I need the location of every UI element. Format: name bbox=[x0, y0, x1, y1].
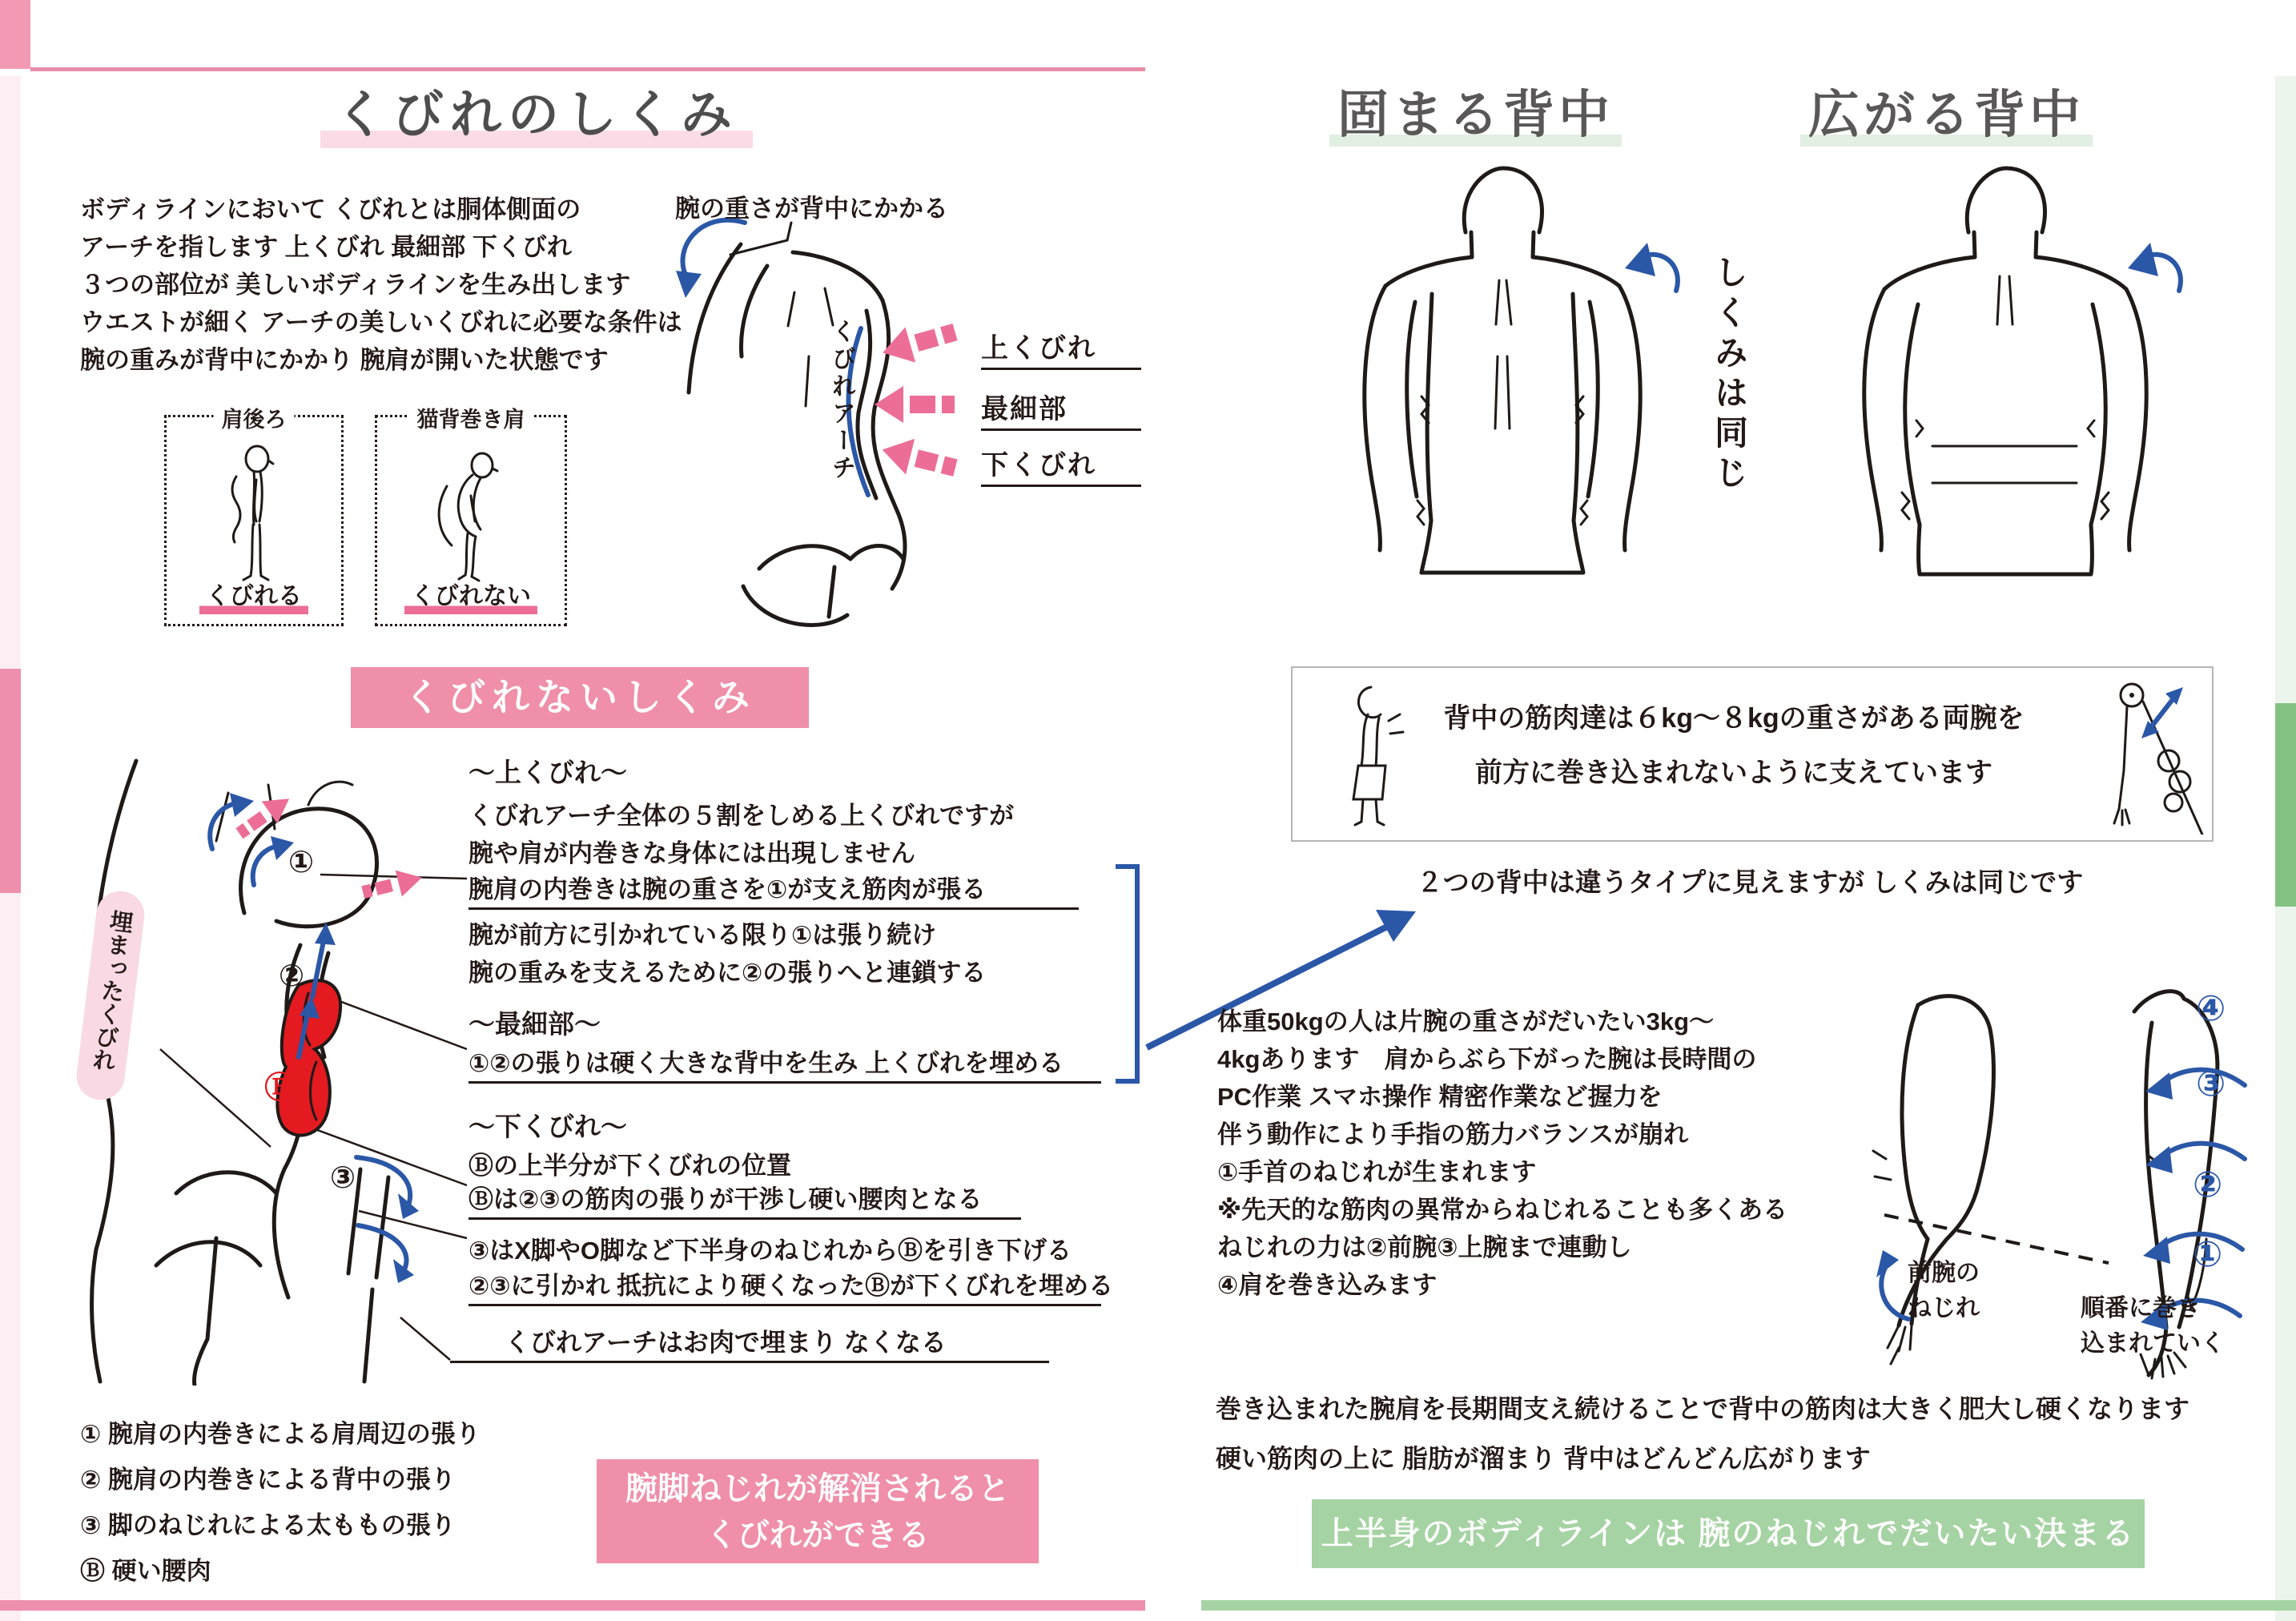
legend-text: 脚のねじれによる太ももの張り bbox=[107, 1511, 456, 1539]
no-kubire-banner-text: くびれないしくみ bbox=[404, 676, 756, 718]
arm-twist-number-3: ③ bbox=[2196, 1064, 2226, 1104]
upper-section-line-underlined: 腕肩の内巻きは腕の重さを①が支え筋肉が張る bbox=[468, 877, 1079, 910]
green-conclusion-text: 上半身のボディラインは 腕のねじれでだいたい決まる bbox=[1321, 1516, 2136, 1551]
marker-1-on-figure: ① bbox=[288, 846, 315, 879]
intro-line: アーチを指します 上くびれ 最細部 下くびれ bbox=[80, 233, 572, 261]
arm-twist-number-1: ① bbox=[2193, 1235, 2223, 1274]
hunched-posture-figure bbox=[423, 440, 519, 584]
top-accent-line bbox=[30, 67, 1145, 71]
two-backs-subtext: ２つの背中は違うタイプに見えますが しくみは同じです bbox=[1416, 867, 2084, 897]
left-edge-accent bbox=[0, 669, 21, 893]
weight-line: ねじれの力は②前腕③上腕まで連動し bbox=[1217, 1233, 1632, 1261]
narrowest-section-heading: 〜最細部〜 bbox=[468, 1009, 601, 1039]
closing-paragraph bbox=[1216, 1384, 2189, 1483]
weight-line: 伴う動作により手指の筋力バランスが崩れ bbox=[1217, 1120, 1689, 1148]
roll-in-order-label bbox=[2081, 1291, 2225, 1362]
weight-line: PC作業 スマホ操作 精密作業など握力を bbox=[1217, 1083, 1663, 1111]
upper-section-heading: 〜上くびれ〜 bbox=[468, 758, 627, 787]
intro-line: ボディラインにおいて くびれとは胴体側面の bbox=[80, 195, 581, 223]
lower-section-line: Ⓑの上半分が下くびれの位置 bbox=[468, 1152, 791, 1180]
upper-section-line: くびれアーチ全体の５割をしめる上くびれですが bbox=[468, 802, 1015, 830]
posture-box-shoulder-back bbox=[164, 408, 344, 626]
legend-item bbox=[80, 1502, 481, 1548]
weight-line: 体重50kgの人は片腕の重さがだいたい3kg〜 bbox=[1217, 1008, 1715, 1036]
upper-section-line: 腕の重みを支えるために②の張りへと連鎖する bbox=[468, 959, 987, 987]
pink-arrow-middle bbox=[875, 386, 969, 423]
posture-box-hunched bbox=[375, 408, 567, 626]
legend-marker: ② bbox=[80, 1466, 102, 1494]
pink-conclusion-line: くびれができる bbox=[706, 1518, 930, 1553]
legend-item bbox=[80, 1548, 481, 1594]
legend-item bbox=[80, 1457, 481, 1502]
roll-in-order-label-line: 順番に巻き bbox=[2081, 1295, 2201, 1321]
right-edge-accent bbox=[2275, 703, 2296, 907]
weight-line: ①手首のねじれが生まれます bbox=[1217, 1158, 1537, 1186]
posture-result-label: くびれない bbox=[404, 576, 537, 614]
posture-result-label: くびれる bbox=[199, 576, 308, 614]
upper-section-line: 腕や肩が内巻きな身体には出現しません bbox=[468, 839, 915, 867]
closing-line: 硬い筋肉の上に 脂肪が溜まり 背中はどんどん広がります bbox=[1216, 1444, 1871, 1473]
narrowest-section-line-underlined: ①②の張りは硬く大きな背中を生み 上くびれを埋める bbox=[468, 1051, 1101, 1084]
arm-weight-paragraph bbox=[1217, 1003, 1787, 1304]
label-upper-kubire: 上くびれ bbox=[981, 335, 1141, 370]
info-box-arm-pulley-figure bbox=[2058, 674, 2206, 835]
legend-marker: Ⓑ bbox=[80, 1557, 105, 1585]
weight-line: 4kgあります 肩からぶら下がった腕は長時間の bbox=[1217, 1045, 1757, 1073]
intro-paragraph bbox=[80, 191, 682, 379]
no-kubire-banner bbox=[351, 667, 809, 728]
marker-2-on-figure: ② bbox=[279, 959, 305, 993]
marker-3-on-figure: ③ bbox=[330, 1161, 356, 1195]
page-title-widening-back bbox=[1800, 74, 2093, 147]
hardening-back-figure bbox=[1301, 156, 1702, 649]
title-widening-text: 広がる背中 bbox=[1800, 86, 2093, 147]
info-box-line: 前方に巻き込まれないように支えています bbox=[1475, 758, 1992, 788]
intro-line: 腕の重みが背中にかかり 腕肩が開いた状態です bbox=[80, 346, 609, 374]
intro-line: ウエストが細く アーチの美しいくびれに必要な条件は bbox=[80, 308, 682, 336]
bottom-left-accent-bar bbox=[0, 1600, 1145, 1611]
green-conclusion-box bbox=[1312, 1499, 2145, 1568]
buried-kubire-label: 埋まったくびれ bbox=[88, 907, 134, 1073]
info-box-person-figure bbox=[1329, 679, 1417, 827]
legend-item bbox=[80, 1411, 481, 1457]
legend-text: 硬い腰肉 bbox=[111, 1557, 211, 1585]
intro-line: ３つの部位が 美しいボディラインを生み出します bbox=[80, 271, 631, 299]
page-title-left bbox=[320, 74, 753, 147]
weight-line: ④肩を巻き込みます bbox=[1217, 1271, 1438, 1299]
label-narrowest: 最細部 bbox=[981, 396, 1141, 431]
legend-list bbox=[80, 1411, 481, 1594]
page-title-left-text: くびれのしくみ bbox=[320, 86, 753, 148]
same-mechanism-vertical: しくみは同じ bbox=[1711, 255, 1748, 495]
upper-section-line: 腕が前方に引かれている限り①は張り続け bbox=[468, 921, 937, 949]
arm-twist-number-4: ④ bbox=[2196, 989, 2226, 1028]
lower-section-line-underlined: Ⓑは②③の筋肉の張りが干渉し硬い腰肉となる bbox=[468, 1187, 1021, 1220]
legend-marker: ① bbox=[80, 1420, 102, 1448]
arch-vertical-label: くびれアーチ bbox=[828, 319, 854, 482]
lower-section-line-underlined: ②③に引かれ 抵抗により硬くなったⒷが下くびれを埋める bbox=[468, 1273, 1101, 1306]
bottom-right-accent-bar bbox=[1201, 1600, 2296, 1611]
callout-arch-disappears: くびれアーチはお肉で埋まり なくなる bbox=[450, 1329, 1049, 1363]
lower-section-heading: 〜下くびれ〜 bbox=[468, 1112, 627, 1141]
legend-text: 腕肩の内巻きによる肩周辺の張り bbox=[107, 1420, 481, 1448]
pink-conclusion-line: 腕脚ねじれが解消されると bbox=[625, 1471, 1010, 1506]
legend-marker: ③ bbox=[80, 1511, 102, 1539]
widening-back-figure bbox=[1798, 156, 2210, 649]
back-diagram-caption: 腕の重さが背中にかかる bbox=[675, 195, 948, 223]
posture-box-title: 肩後ろ bbox=[214, 402, 295, 433]
marker-b-on-figure: Ⓑ bbox=[264, 1072, 296, 1105]
page-title-hardening-back bbox=[1329, 74, 1622, 147]
forearm-twist-label-line: 前腕の bbox=[1908, 1260, 1980, 1286]
lower-section-line: ③はX脚やO脚など下半身のねじれからⒷを引き下げる bbox=[468, 1237, 1072, 1265]
corner-accent bbox=[0, 0, 30, 69]
pink-conclusion-box bbox=[597, 1459, 1039, 1563]
label-lower-kubire: 下くびれ bbox=[981, 452, 1141, 487]
forearm-twist-label-line: ねじれ bbox=[1908, 1295, 1980, 1321]
forearm-twist-label bbox=[1908, 1256, 1980, 1326]
weight-line: ※先天的な筋肉の異常からねじれることも多くある bbox=[1217, 1196, 1788, 1224]
closing-line: 巻き込まれた腕肩を長期間支え続けることで背中の筋肉は大きく肥大し硬くなります bbox=[1216, 1394, 2190, 1423]
posture-box-title: 猫背巻き肩 bbox=[409, 402, 533, 433]
legend-text: 腕肩の内巻きによる背中の張り bbox=[107, 1466, 456, 1494]
title-hardening-text: 固まる背中 bbox=[1329, 86, 1622, 147]
straight-posture-figure bbox=[206, 440, 302, 584]
arm-twist-number-2: ② bbox=[2193, 1165, 2223, 1205]
roll-in-order-label-line: 込まれていく bbox=[2081, 1330, 2225, 1357]
info-box-line: 背中の筋肉達は６kg〜８kgの重さがある両腕を bbox=[1443, 703, 2025, 734]
